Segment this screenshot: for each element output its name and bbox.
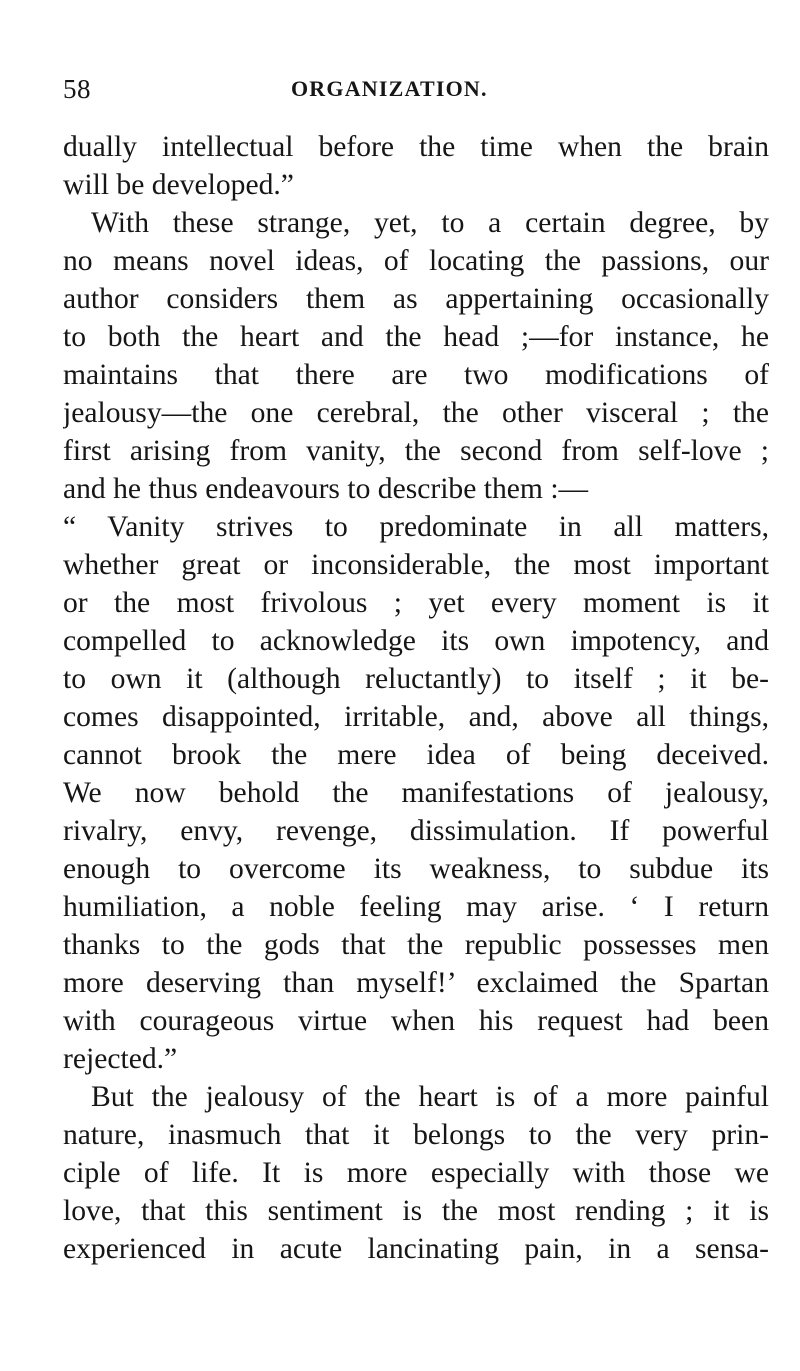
text-line: nature, inasmuch that it belongs to the very prin- [63,1119,769,1151]
text-line: cannot brook the mere idea of being deceived. [63,739,769,771]
text-line: rejected.” [63,1043,178,1075]
text-line: experienced in acute lancinating pain, in a sensa- [63,1233,769,1265]
text-line: or the most frivolous ; yet every moment is it [63,587,769,619]
text-line: more deserving than myself!’ exclaimed the Spartan [63,967,769,999]
body-text [63,128,769,1268]
text-line: We now behold the manifestations of jealousy, [63,777,769,809]
text-line: whether great or inconsiderable, the most important [63,549,769,581]
text-line: to own it (although reluctantly) to itself ; it be- [63,663,769,695]
text-line: humiliation, a noble feeling may arise. ‘ I return [63,891,769,923]
running-head: ORGANIZATION. [291,76,488,101]
text-line: thanks to the gods that the republic possesses men [63,929,769,961]
text-line: love, that this sentiment is the most rending ; it is [63,1195,769,1227]
page-number: 58 [63,74,91,104]
text-line: enough to overcome its weakness, to subdue its [63,853,769,885]
paragraph-start-line: With these strange, yet, to a certain degree, by [91,207,769,239]
text-line: maintains that there are two modifications of [63,359,769,391]
text-line: dually intellectual before the time when the brain [63,131,769,163]
text-line: first arising from vanity, the second from self-love ; [63,435,769,467]
text-line: ciple of life. It is more especially with those we [63,1157,769,1189]
paragraph-start-line: But the jealousy of the heart is of a more painful [91,1081,769,1113]
quote-start-line: “ Vanity strives to predominate in all matters, [63,511,769,543]
text-line: will be developed.” [63,169,294,201]
text-line: rivalry, envy, revenge, dissimulation. If powerful [63,815,769,847]
text-line: to both the heart and the head ;—for instance, he [63,321,769,353]
text-line: author considers them as appertaining occasionally [63,283,769,315]
text-line: with courageous virtue when his request had been [63,1005,769,1037]
text-line: comes disappointed, irritable, and, above all things, [63,701,769,733]
text-line: no means novel ideas, of locating the passions, our [63,245,769,277]
page-header [63,74,769,108]
text-line: and he thus endeavours to describe them :— [63,473,589,505]
text-line: compelled to acknowledge its own impotency, and [63,625,769,657]
text-line: jealousy—the one cerebral, the other visceral ; the [63,397,769,429]
